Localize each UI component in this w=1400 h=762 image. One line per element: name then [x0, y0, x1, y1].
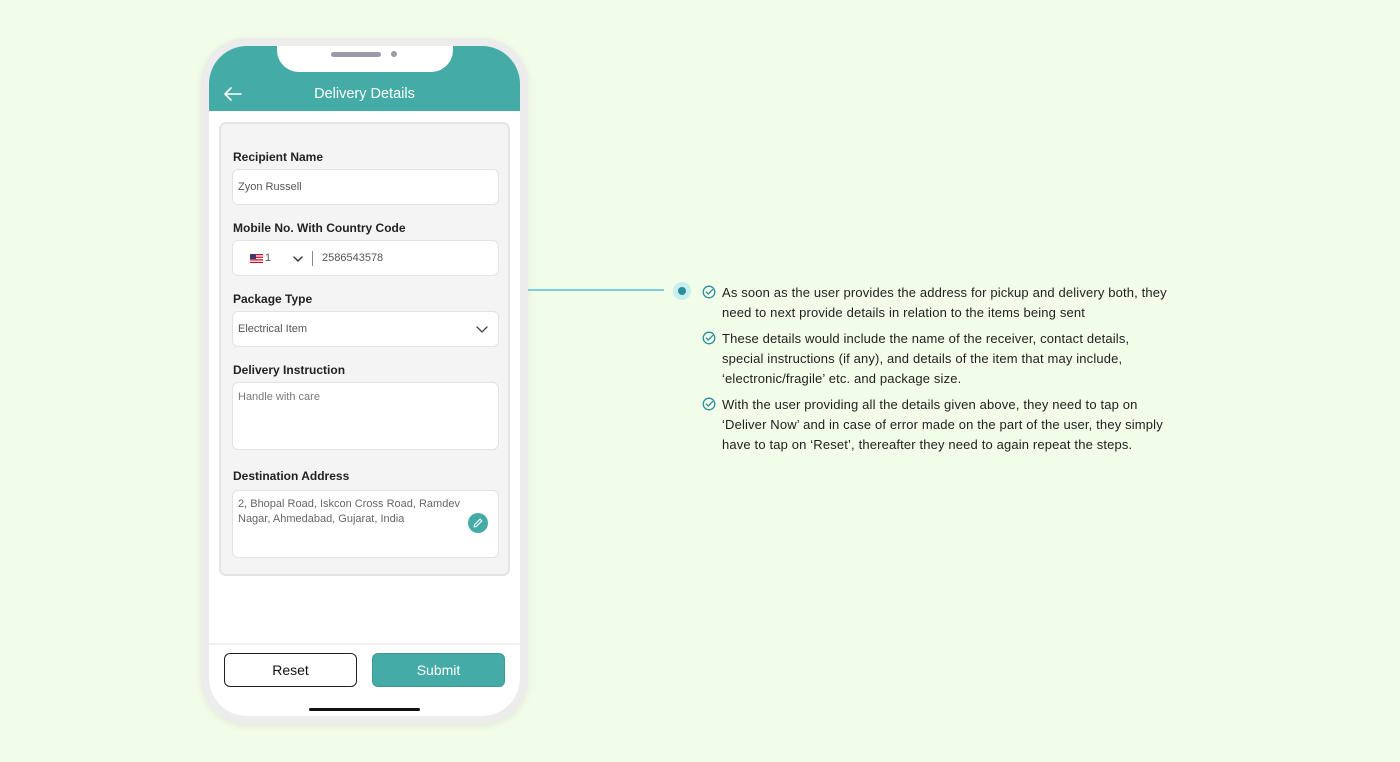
- delivery-instruction-placeholder: Handle with care: [238, 391, 320, 403]
- destination-address-value: 2, Bhopal Road, Iskcon Cross Road, Ramdev Nagar, Ahmedabad, Gujarat, India: [238, 498, 460, 525]
- phone-frame: [201, 38, 528, 724]
- note-text: As soon as the user provides the address for pickup and delivery both, they need to next provide details in relation to the items being sent: [722, 285, 1167, 320]
- destination-address-input[interactable]: [232, 490, 499, 558]
- divider: [312, 251, 313, 266]
- us-flag-icon: [250, 254, 263, 263]
- mobile-field: [232, 240, 499, 276]
- check-circle-icon: [702, 397, 716, 411]
- connector-dot: [673, 282, 691, 300]
- destination-address-label: Destination Address: [233, 469, 350, 483]
- delivery-form: [219, 122, 510, 576]
- phone-notch: [277, 46, 453, 72]
- edit-address-button[interactable]: [468, 513, 488, 533]
- camera: [391, 51, 397, 57]
- submit-button[interactable]: Submit: [372, 653, 505, 687]
- app-header: [209, 46, 520, 111]
- reset-button[interactable]: Reset: [224, 653, 357, 687]
- chevron-down-icon[interactable]: [291, 254, 305, 264]
- pencil-icon: [472, 517, 484, 529]
- recipient-name-label: Recipient Name: [233, 150, 324, 164]
- delivery-instruction-input[interactable]: [232, 382, 499, 450]
- page-title: Delivery Details: [314, 86, 415, 102]
- package-type-value: Electrical Item: [238, 323, 308, 335]
- check-circle-icon: [702, 331, 716, 345]
- note-text: With the user providing all the details given above, they need to tap on ‘Deliver Now’ and in case of error made on the part of the user, they simply have to tap on ‘Reset’, thereafter they need to again repeat the steps.: [722, 397, 1163, 452]
- country-code-select[interactable]: 1: [265, 252, 272, 264]
- connector-line: [528, 289, 664, 291]
- package-type-select[interactable]: [232, 311, 499, 347]
- mobile-label: Mobile No. With Country Code: [233, 221, 406, 235]
- package-type-label: Package Type: [233, 292, 313, 306]
- speaker: [331, 52, 381, 57]
- mobile-number-input[interactable]: 2586543578: [322, 252, 384, 264]
- recipient-name-value: Zyon Russell: [238, 181, 302, 193]
- chevron-down-icon: [475, 325, 489, 335]
- footer-divider: [209, 643, 520, 645]
- delivery-instruction-label: Delivery Instruction: [233, 363, 346, 377]
- phone-screen: [209, 46, 520, 716]
- check-circle-icon: [702, 285, 716, 299]
- home-indicator: [309, 708, 420, 711]
- recipient-name-input[interactable]: [232, 169, 499, 205]
- connector-dot-inner: [678, 287, 686, 295]
- note-text: These details would include the name of the receiver, contact details, special instructions (if any), and details of the item that may include, ‘electronic/fragile’ etc. and package size.: [722, 331, 1130, 386]
